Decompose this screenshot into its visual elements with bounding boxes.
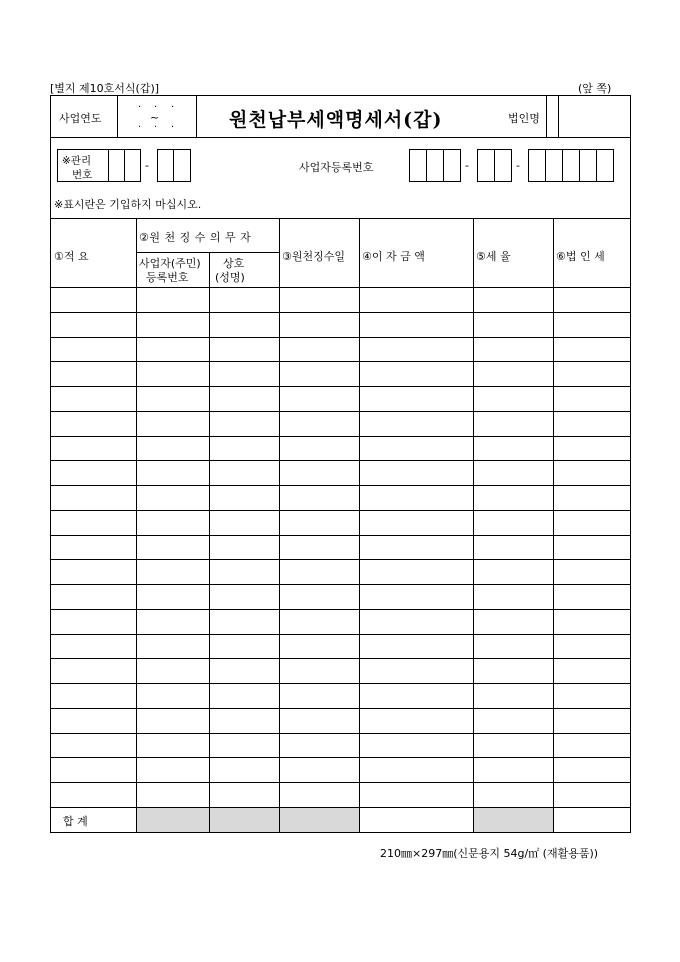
table-row-line	[51, 485, 630, 486]
table-row-line	[51, 460, 630, 461]
table-row-line	[51, 708, 630, 709]
biz-reg-cell[interactable]	[443, 149, 461, 182]
biz-reg-cell[interactable]	[494, 149, 512, 182]
mgmt-number-cell[interactable]	[108, 149, 125, 182]
table-row-line	[51, 683, 630, 684]
biz-reg-cell[interactable]	[426, 149, 444, 182]
form-number: [별지 제10호서식(갑)]	[50, 82, 160, 95]
table-row-line	[51, 782, 630, 783]
biz-reg-cell[interactable]	[545, 149, 563, 182]
col-rate-header: ⑤세 율	[476, 250, 511, 263]
mgmt-number-cell[interactable]	[173, 149, 191, 182]
mgmt-number-cell[interactable]	[124, 149, 141, 182]
table-row-line	[51, 436, 630, 437]
note-text: ※표시란은 기입하지 마십시오.	[54, 198, 202, 211]
total-cell-shaded	[474, 808, 553, 832]
year-tilde: ~	[150, 111, 160, 124]
biz-reg-cell[interactable]	[409, 149, 427, 182]
col-name-header-1: 상호	[223, 257, 245, 270]
table-row-line	[51, 584, 630, 585]
table-row-line	[51, 658, 630, 659]
col-reg-number-header-2: 등록번호	[146, 271, 189, 284]
table-row-line	[51, 757, 630, 758]
table-row-line	[51, 361, 630, 362]
biz-reg-dash: -	[465, 159, 469, 172]
col-date-header: ③원천징수일	[282, 250, 345, 263]
col-summary-header: ①적 요	[54, 250, 89, 263]
mgmt-number-label-box: ※관리 번호	[57, 149, 109, 182]
table-row-line	[51, 535, 630, 536]
paper-spec: 210㎜×297㎜(신문용지 54g/㎡ (재활용품))	[380, 847, 599, 860]
total-cell-shaded	[280, 808, 359, 832]
mgmt-number-cell[interactable]	[157, 149, 174, 182]
tax-form	[50, 95, 631, 833]
table-row-line	[51, 337, 630, 338]
biz-reg-cell[interactable]	[562, 149, 580, 182]
page-side: (앞 쪽)	[578, 82, 612, 95]
col-withholder-header: ②원 천 징 수 의 무 자	[139, 231, 252, 244]
col-corp-tax-header: ⑥법 인 세	[556, 250, 605, 263]
col-interest-header: ④이 자 금 액	[362, 250, 425, 263]
col-reg-number-header-1: 사업자(주민)	[139, 257, 201, 270]
total-cell-shaded	[137, 808, 209, 832]
corp-name-label: 법인명	[508, 112, 540, 125]
table-row-line	[51, 609, 630, 610]
business-year-label: 사업연도	[59, 112, 102, 125]
business-year-field[interactable]: · · · ~ · · ·	[138, 102, 175, 133]
table-row-line	[51, 733, 630, 734]
biz-reg-cell[interactable]	[596, 149, 614, 182]
table-row-line	[51, 386, 630, 387]
biz-reg-cell[interactable]	[579, 149, 597, 182]
biz-reg-dash: -	[516, 159, 520, 172]
col-name-header-2: (성명)	[215, 271, 245, 284]
biz-reg-cell[interactable]	[528, 149, 546, 182]
biz-reg-label: 사업자등록번호	[299, 161, 374, 174]
table-row-line	[51, 411, 630, 412]
total-label: 합 계	[63, 815, 88, 828]
table-row-line	[51, 312, 630, 313]
table-row-line	[51, 634, 630, 635]
table-row-line	[51, 510, 630, 511]
mgmt-dash: -	[145, 159, 149, 172]
form-title: 원천납부세액명세서(갑)	[229, 109, 443, 131]
table-row-line	[51, 559, 630, 560]
biz-reg-cell[interactable]	[477, 149, 495, 182]
corp-name-field[interactable]	[558, 96, 630, 137]
total-cell-shaded	[210, 808, 279, 832]
